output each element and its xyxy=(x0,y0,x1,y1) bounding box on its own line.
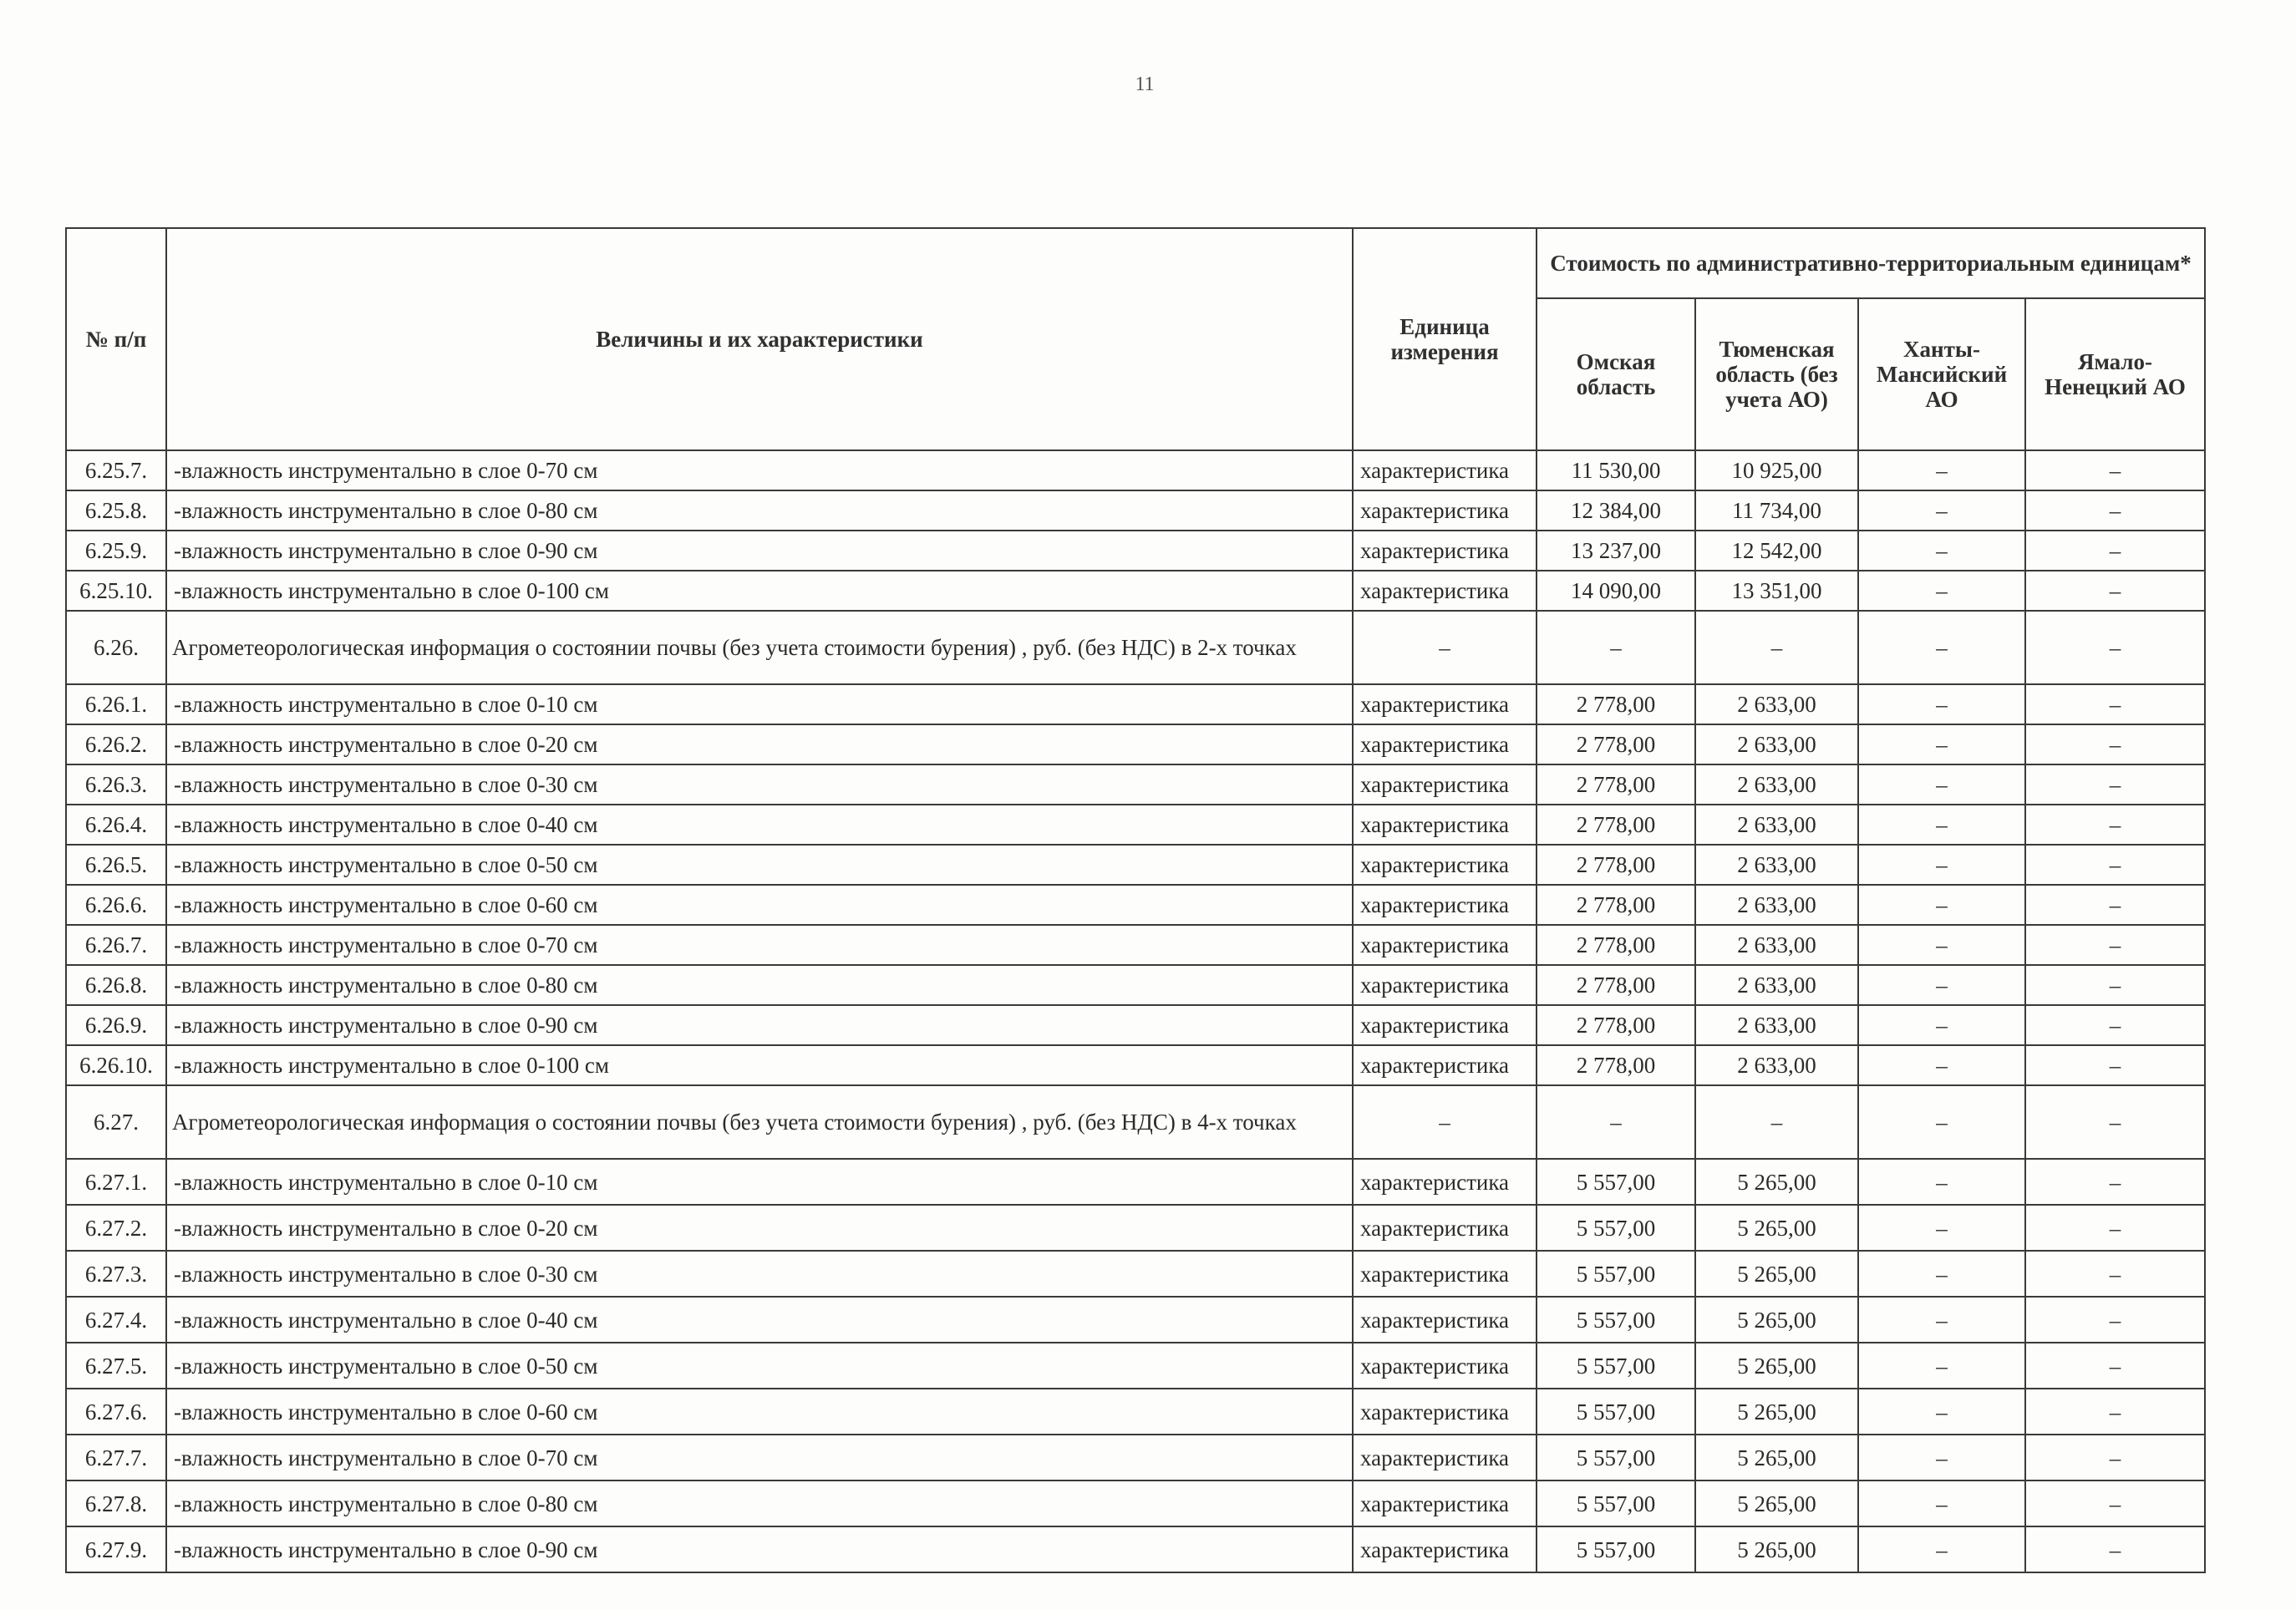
header-cost: Стоимость по административно-территориальным единицам* xyxy=(1537,228,2205,298)
row-khanty-value: – xyxy=(1858,925,2025,965)
row-khanty-value: – xyxy=(1858,571,2025,611)
row-yamal-value: – xyxy=(2025,965,2205,1005)
row-yamal-value: – xyxy=(2025,1045,2205,1085)
page-number: 11 xyxy=(1135,74,1155,95)
row-number: 6.27.7. xyxy=(66,1435,166,1480)
row-yamal-value: – xyxy=(2025,1435,2205,1480)
row-description: -влажность инструментально в слое 0-20 см xyxy=(166,1205,1353,1251)
row-omsk-value: 5 557,00 xyxy=(1537,1205,1695,1251)
row-unit: характеристика xyxy=(1353,1480,1537,1526)
table-row xyxy=(66,885,2205,925)
row-number: 6.27.1. xyxy=(66,1159,166,1205)
row-yamal-value: – xyxy=(2025,1159,2205,1205)
row-tyumen-value: 5 265,00 xyxy=(1695,1343,1858,1389)
table-row xyxy=(66,1480,2205,1526)
row-tyumen-value: 5 265,00 xyxy=(1695,1389,1858,1435)
row-number: 6.27.2. xyxy=(66,1205,166,1251)
row-khanty-value: – xyxy=(1858,450,2025,490)
row-unit: характеристика xyxy=(1353,724,1537,764)
row-number: 6.26.6. xyxy=(66,885,166,925)
table-row xyxy=(66,1205,2205,1251)
row-number: 6.26.9. xyxy=(66,1005,166,1045)
row-description: -влажность инструментально в слое 0-70 см xyxy=(166,450,1353,490)
row-omsk-value: 13 237,00 xyxy=(1537,531,1695,571)
table-row xyxy=(66,965,2205,1005)
row-unit: характеристика xyxy=(1353,531,1537,571)
row-khanty-value: – xyxy=(1858,1159,2025,1205)
table-row xyxy=(66,764,2205,805)
row-number: 6.26.4. xyxy=(66,805,166,845)
row-unit: характеристика xyxy=(1353,450,1537,490)
row-yamal-value: – xyxy=(2025,450,2205,490)
row-yamal-value: – xyxy=(2025,1343,2205,1389)
row-khanty-value: – xyxy=(1858,805,2025,845)
row-number: 6.27.8. xyxy=(66,1480,166,1526)
row-description: -влажность инструментально в слое 0-60 см xyxy=(166,1389,1353,1435)
table-row xyxy=(66,1435,2205,1480)
row-yamal-value: – xyxy=(2025,764,2205,805)
table-row xyxy=(66,1389,2205,1435)
table-group-row xyxy=(66,1085,2205,1159)
row-tyumen-value: 5 265,00 xyxy=(1695,1251,1858,1297)
row-omsk-value: 2 778,00 xyxy=(1537,1005,1695,1045)
row-tyumen-value: 2 633,00 xyxy=(1695,965,1858,1005)
row-number: 6.27. xyxy=(66,1085,166,1159)
table-body xyxy=(66,450,2205,1572)
row-tyumen-value: 2 633,00 xyxy=(1695,845,1858,885)
header-num: № п/п xyxy=(66,228,166,450)
row-number: 6.25.10. xyxy=(66,571,166,611)
row-yamal-value: – xyxy=(2025,845,2205,885)
price-table xyxy=(65,227,2206,1573)
row-yamal-value: – xyxy=(2025,1085,2205,1159)
row-number: 6.26.10. xyxy=(66,1045,166,1085)
row-omsk-value: 5 557,00 xyxy=(1537,1343,1695,1389)
row-tyumen-value: 11 734,00 xyxy=(1695,490,1858,531)
row-number: 6.26.8. xyxy=(66,965,166,1005)
row-khanty-value: – xyxy=(1858,490,2025,531)
row-description: -влажность инструментально в слое 0-80 см xyxy=(166,1480,1353,1526)
row-khanty-value: – xyxy=(1858,1343,2025,1389)
row-tyumen-value: 2 633,00 xyxy=(1695,805,1858,845)
row-khanty-value: – xyxy=(1858,1297,2025,1343)
table-header xyxy=(66,228,2205,450)
row-unit: характеристика xyxy=(1353,1045,1537,1085)
row-description: -влажность инструментально в слое 0-10 см xyxy=(166,1159,1353,1205)
row-unit: характеристика xyxy=(1353,1343,1537,1389)
row-description: -влажность инструментально в слое 0-40 см xyxy=(166,1297,1353,1343)
row-unit: характеристика xyxy=(1353,571,1537,611)
row-number: 6.26.5. xyxy=(66,845,166,885)
row-number: 6.27.6. xyxy=(66,1389,166,1435)
row-number: 6.27.4. xyxy=(66,1297,166,1343)
row-tyumen-value: 5 265,00 xyxy=(1695,1159,1858,1205)
row-tyumen-value: 10 925,00 xyxy=(1695,450,1858,490)
row-description: -влажность инструментально в слое 0-90 см xyxy=(166,531,1353,571)
row-number: 6.25.7. xyxy=(66,450,166,490)
table-row xyxy=(66,1251,2205,1297)
row-khanty-value: – xyxy=(1858,1045,2025,1085)
row-description: -влажность инструментально в слое 0-20 см xyxy=(166,724,1353,764)
row-omsk-value: 2 778,00 xyxy=(1537,764,1695,805)
row-omsk-value: 11 530,00 xyxy=(1537,450,1695,490)
row-omsk-value: 14 090,00 xyxy=(1537,571,1695,611)
row-unit: характеристика xyxy=(1353,1205,1537,1251)
row-number: 6.27.9. xyxy=(66,1526,166,1572)
row-number: 6.26.2. xyxy=(66,724,166,764)
row-khanty-value: – xyxy=(1858,885,2025,925)
row-omsk-value: 5 557,00 xyxy=(1537,1389,1695,1435)
table-row xyxy=(66,724,2205,764)
row-unit: – xyxy=(1353,1085,1537,1159)
row-number: 6.26.3. xyxy=(66,764,166,805)
row-khanty-value: – xyxy=(1858,724,2025,764)
header-omsk: Омская область xyxy=(1537,298,1695,450)
row-unit: характеристика xyxy=(1353,845,1537,885)
row-tyumen-value: 5 265,00 xyxy=(1695,1205,1858,1251)
row-number: 6.27.5. xyxy=(66,1343,166,1389)
row-description: -влажность инструментально в слое 0-50 см xyxy=(166,1343,1353,1389)
table-row xyxy=(66,490,2205,531)
row-khanty-value: – xyxy=(1858,1085,2025,1159)
row-tyumen-value: 2 633,00 xyxy=(1695,684,1858,724)
row-khanty-value: – xyxy=(1858,1251,2025,1297)
table-row xyxy=(66,450,2205,490)
row-tyumen-value: 5 265,00 xyxy=(1695,1297,1858,1343)
row-omsk-value: 2 778,00 xyxy=(1537,845,1695,885)
row-unit: характеристика xyxy=(1353,805,1537,845)
row-description: -влажность инструментально в слое 0-90 см xyxy=(166,1526,1353,1572)
row-tyumen-value: 2 633,00 xyxy=(1695,764,1858,805)
row-tyumen-value: 2 633,00 xyxy=(1695,925,1858,965)
row-description: -влажность инструментально в слое 0-30 см xyxy=(166,764,1353,805)
row-omsk-value: 2 778,00 xyxy=(1537,724,1695,764)
row-number: 6.27.3. xyxy=(66,1251,166,1297)
row-description: -влажность инструментально в слое 0-80 см xyxy=(166,490,1353,531)
row-tyumen-value: 5 265,00 xyxy=(1695,1480,1858,1526)
row-unit: характеристика xyxy=(1353,1435,1537,1480)
row-description: -влажность инструментально в слое 0-50 см xyxy=(166,845,1353,885)
row-tyumen-value: 5 265,00 xyxy=(1695,1526,1858,1572)
row-unit: характеристика xyxy=(1353,1526,1537,1572)
row-yamal-value: – xyxy=(2025,531,2205,571)
row-tyumen-value: – xyxy=(1695,611,1858,684)
row-description: -влажность инструментально в слое 0-90 см xyxy=(166,1005,1353,1045)
row-omsk-value: 2 778,00 xyxy=(1537,925,1695,965)
header-tyumen: Тюменская область (без учета АО) xyxy=(1695,298,1858,450)
row-omsk-value: 5 557,00 xyxy=(1537,1526,1695,1572)
row-unit: характеристика xyxy=(1353,965,1537,1005)
row-omsk-value: – xyxy=(1537,611,1695,684)
row-yamal-value: – xyxy=(2025,684,2205,724)
row-khanty-value: – xyxy=(1858,764,2025,805)
row-khanty-value: – xyxy=(1858,531,2025,571)
row-yamal-value: – xyxy=(2025,925,2205,965)
row-description: -влажность инструментально в слое 0-10 см xyxy=(166,684,1353,724)
row-unit: характеристика xyxy=(1353,1159,1537,1205)
row-khanty-value: – xyxy=(1858,1435,2025,1480)
row-number: 6.25.8. xyxy=(66,490,166,531)
table-row xyxy=(66,1526,2205,1572)
row-description: -влажность инструментально в слое 0-40 см xyxy=(166,805,1353,845)
row-unit: характеристика xyxy=(1353,684,1537,724)
row-tyumen-value: 2 633,00 xyxy=(1695,724,1858,764)
row-description: -влажность инструментально в слое 0-100 см xyxy=(166,1045,1353,1085)
row-tyumen-value: 2 633,00 xyxy=(1695,885,1858,925)
row-yamal-value: – xyxy=(2025,611,2205,684)
row-tyumen-value: – xyxy=(1695,1085,1858,1159)
row-unit: характеристика xyxy=(1353,490,1537,531)
row-number: 6.26.1. xyxy=(66,684,166,724)
row-yamal-value: – xyxy=(2025,571,2205,611)
row-yamal-value: – xyxy=(2025,805,2205,845)
row-omsk-value: 2 778,00 xyxy=(1537,805,1695,845)
row-omsk-value: 2 778,00 xyxy=(1537,1045,1695,1085)
row-unit: характеристика xyxy=(1353,1251,1537,1297)
row-yamal-value: – xyxy=(2025,1005,2205,1045)
row-unit: характеристика xyxy=(1353,1389,1537,1435)
row-unit: характеристика xyxy=(1353,764,1537,805)
table-row xyxy=(66,531,2205,571)
row-unit: характеристика xyxy=(1353,925,1537,965)
row-omsk-value: 5 557,00 xyxy=(1537,1297,1695,1343)
row-yamal-value: – xyxy=(2025,1205,2205,1251)
row-description: -влажность инструментально в слое 0-100 см xyxy=(166,571,1353,611)
table-row xyxy=(66,1005,2205,1045)
row-omsk-value: 5 557,00 xyxy=(1537,1435,1695,1480)
table-row xyxy=(66,1343,2205,1389)
row-yamal-value: – xyxy=(2025,1526,2205,1572)
row-tyumen-value: 5 265,00 xyxy=(1695,1435,1858,1480)
row-yamal-value: – xyxy=(2025,724,2205,764)
table-row xyxy=(66,684,2205,724)
table-row xyxy=(66,925,2205,965)
header-yamal: Ямало-Ненецкий АО xyxy=(2025,298,2205,450)
header-khanty: Ханты-Мансийский АО xyxy=(1858,298,2025,450)
row-khanty-value: – xyxy=(1858,611,2025,684)
row-number: 6.26.7. xyxy=(66,925,166,965)
row-description: -влажность инструментально в слое 0-60 см xyxy=(166,885,1353,925)
row-khanty-value: – xyxy=(1858,684,2025,724)
row-tyumen-value: 2 633,00 xyxy=(1695,1045,1858,1085)
row-omsk-value: 2 778,00 xyxy=(1537,885,1695,925)
row-description: -влажность инструментально в слое 0-70 см xyxy=(166,925,1353,965)
row-omsk-value: 2 778,00 xyxy=(1537,965,1695,1005)
row-description: -влажность инструментально в слое 0-80 см xyxy=(166,965,1353,1005)
table-row xyxy=(66,1045,2205,1085)
row-number: 6.25.9. xyxy=(66,531,166,571)
row-yamal-value: – xyxy=(2025,1297,2205,1343)
row-tyumen-value: 13 351,00 xyxy=(1695,571,1858,611)
row-description: -влажность инструментально в слое 0-30 см xyxy=(166,1251,1353,1297)
row-unit: характеристика xyxy=(1353,1297,1537,1343)
row-unit: – xyxy=(1353,611,1537,684)
row-khanty-value: – xyxy=(1858,1205,2025,1251)
table-row xyxy=(66,571,2205,611)
header-desc: Величины и их характеристики xyxy=(166,228,1353,450)
row-khanty-value: – xyxy=(1858,845,2025,885)
row-khanty-value: – xyxy=(1858,1480,2025,1526)
row-tyumen-value: 12 542,00 xyxy=(1695,531,1858,571)
table-row xyxy=(66,1297,2205,1343)
row-omsk-value: 2 778,00 xyxy=(1537,684,1695,724)
row-unit: характеристика xyxy=(1353,1005,1537,1045)
row-omsk-value: 5 557,00 xyxy=(1537,1480,1695,1526)
row-yamal-value: – xyxy=(2025,1480,2205,1526)
row-yamal-value: – xyxy=(2025,885,2205,925)
row-omsk-value: – xyxy=(1537,1085,1695,1159)
table-row xyxy=(66,805,2205,845)
row-omsk-value: 12 384,00 xyxy=(1537,490,1695,531)
row-yamal-value: – xyxy=(2025,1251,2205,1297)
row-yamal-value: – xyxy=(2025,490,2205,531)
table-row xyxy=(66,1159,2205,1205)
table-group-row xyxy=(66,611,2205,684)
row-khanty-value: – xyxy=(1858,1389,2025,1435)
row-yamal-value: – xyxy=(2025,1389,2205,1435)
row-description: -влажность инструментально в слое 0-70 см xyxy=(166,1435,1353,1480)
row-khanty-value: – xyxy=(1858,1526,2025,1572)
row-khanty-value: – xyxy=(1858,1005,2025,1045)
row-omsk-value: 5 557,00 xyxy=(1537,1251,1695,1297)
row-number: 6.26. xyxy=(66,611,166,684)
row-omsk-value: 5 557,00 xyxy=(1537,1159,1695,1205)
row-tyumen-value: 2 633,00 xyxy=(1695,1005,1858,1045)
table-row xyxy=(66,845,2205,885)
row-description: Агрометеорологическая информация о состоянии почвы (без учета стоимости бурения) , руб. (без НДС) в 4-х точках xyxy=(166,1085,1353,1159)
row-description: Агрометеорологическая информация о состоянии почвы (без учета стоимости бурения) , руб. (без НДС) в 2-х точках xyxy=(166,611,1353,684)
header-unit: Единица измерения xyxy=(1353,228,1537,450)
row-unit: характеристика xyxy=(1353,885,1537,925)
row-khanty-value: – xyxy=(1858,965,2025,1005)
